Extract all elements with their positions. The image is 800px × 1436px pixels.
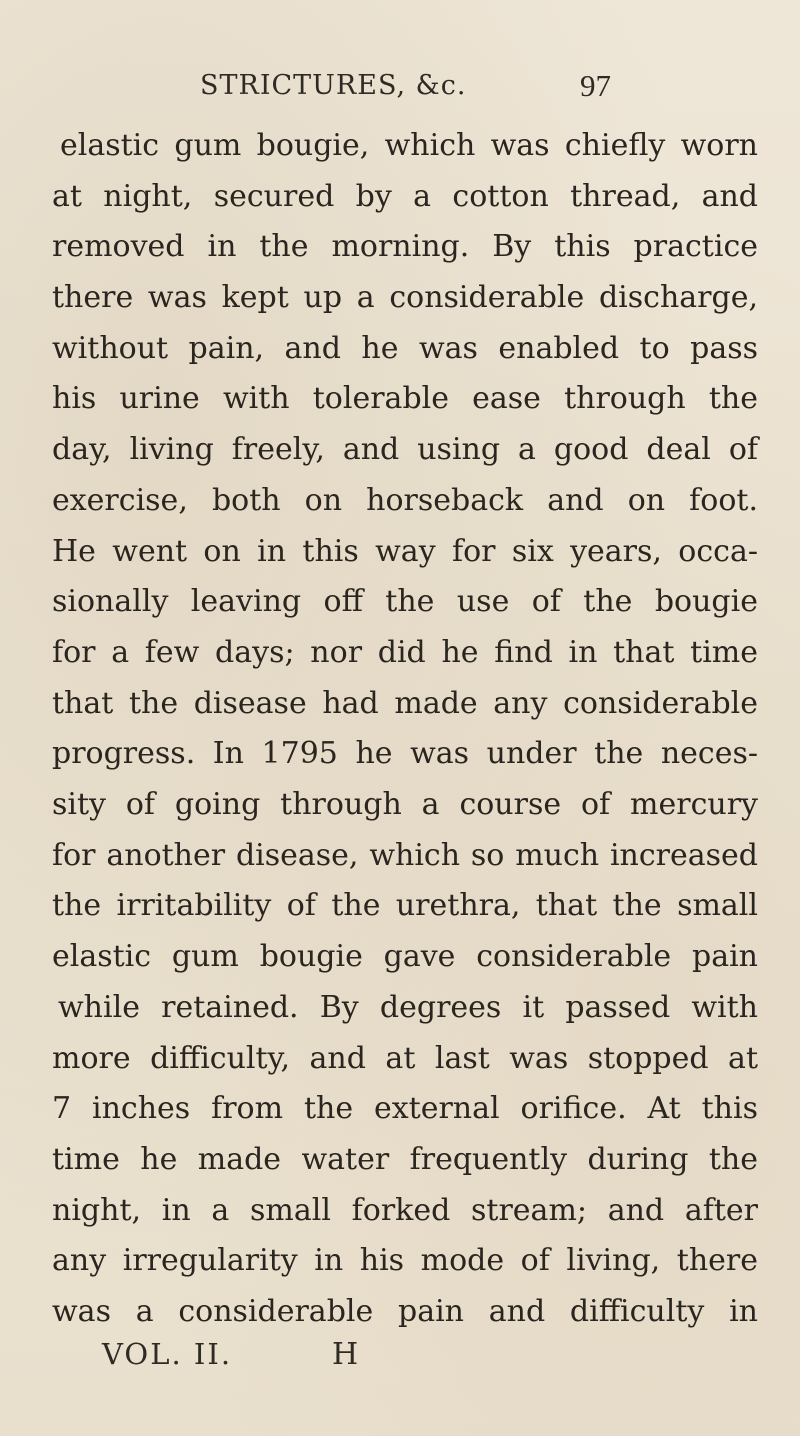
text-line: night, in a small forked stream; and after xyxy=(52,1193,758,1228)
text-line: while retained. By degrees it passed with xyxy=(58,990,758,1025)
volume-signature: VOL. II. xyxy=(102,1337,233,1371)
text-line: day, living freely, and using a good deal of xyxy=(52,432,758,467)
text-line: at night, secured by a cotton thread, and xyxy=(52,179,758,214)
text-line: progress. In 1795 he was under the neces- xyxy=(52,736,758,771)
running-title: STRICTURES, &c. xyxy=(200,70,467,101)
text-line: his urine with tolerable ease through the xyxy=(52,381,758,416)
text-line: elastic gum bougie, which was chiefly worn xyxy=(60,128,758,163)
text-line: time he made water frequently during the xyxy=(52,1142,758,1177)
signature-mark xyxy=(52,1337,652,1377)
text-line: more difficulty, and at last was stopped at xyxy=(52,1041,758,1076)
text-line: 7 inches from the external orifice. At this xyxy=(52,1091,758,1126)
text-line: for a few days; nor did he find in that time xyxy=(52,635,758,670)
text-line: the irritability of the urethra, that the small xyxy=(52,888,758,923)
text-line: any irregularity in his mode of living, there xyxy=(52,1243,758,1278)
page-number: 97 xyxy=(580,68,611,103)
gathering-letter: H xyxy=(332,1337,359,1372)
text-line: elastic gum bougie gave considerable pain xyxy=(52,939,758,974)
text-line: removed in the morning. By this practice xyxy=(52,229,758,264)
text-line: that the disease had made any considerable xyxy=(52,686,758,721)
text-line: exercise, both on horseback and on foot. xyxy=(52,483,758,518)
text-line: without pain, and he was enabled to pass xyxy=(52,331,758,366)
text-line: for another disease, which so much increased xyxy=(52,838,758,873)
text-line: there was kept up a considerable discharge, xyxy=(52,280,758,315)
text-line: sity of going through a course of mercury xyxy=(52,787,758,822)
text-line: sionally leaving off the use of the bougie xyxy=(52,584,758,619)
text-line: was a considerable pain and difficulty in xyxy=(52,1294,758,1329)
text-line: He went on in this way for six years, occa- xyxy=(52,534,758,569)
